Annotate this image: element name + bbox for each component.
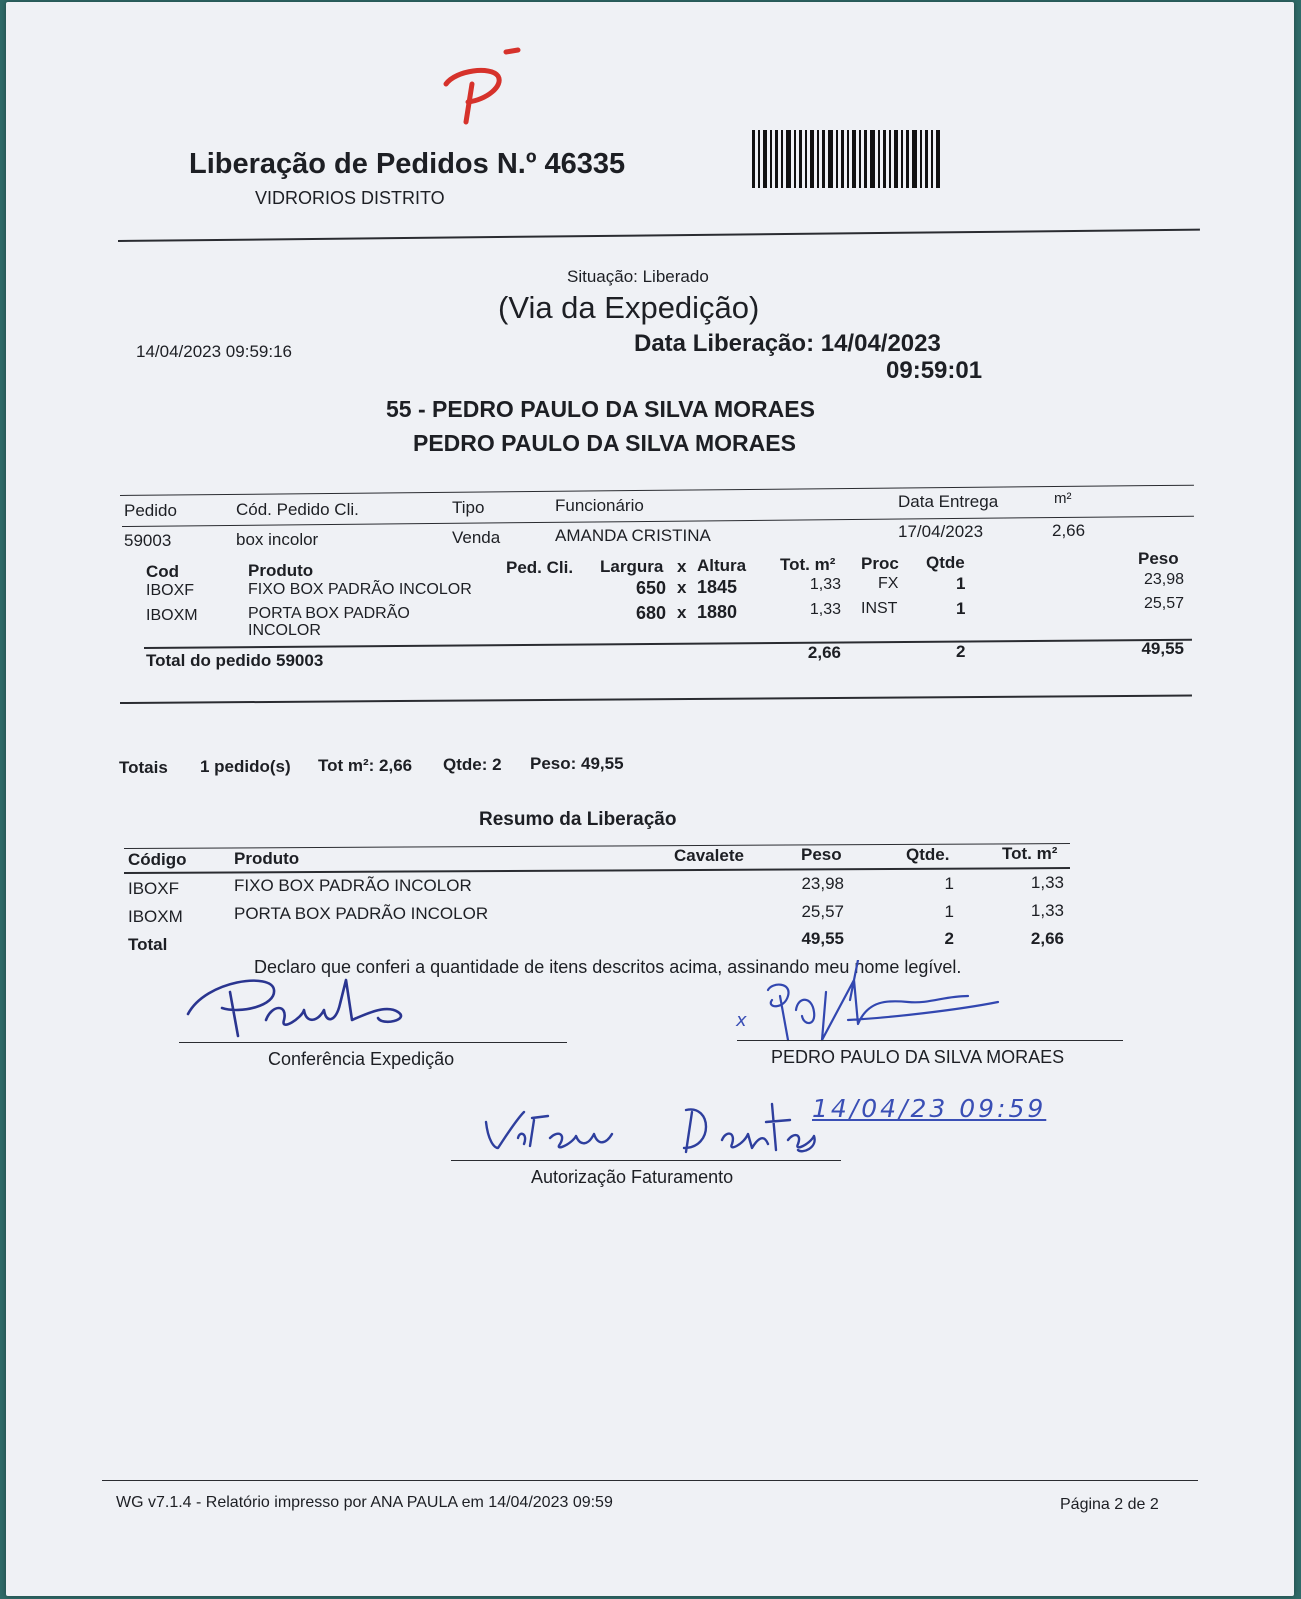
declaration-text: Declaro que conferi a quantidade de itens descritos acima, assinando meu nome legível. — [254, 957, 962, 977]
document-title: Liberação de Pedidos N.º 46335 — [189, 148, 626, 180]
totals-label: Totais — [119, 758, 168, 777]
item-largura: 680 — [635, 603, 666, 623]
item-produto: FIXO BOX PADRÃO INCOLOR — [248, 581, 472, 598]
item-proc: FX — [878, 575, 899, 592]
autorizacao-line — [451, 1160, 841, 1161]
summary-tot-m2: 1,33 — [1030, 901, 1064, 920]
item-header-altura: Altura — [697, 556, 747, 575]
item-altura: 1880 — [697, 602, 738, 622]
order-cod-cli: box incolor — [236, 530, 319, 549]
document-page — [6, 2, 1294, 1596]
summary-header-produto: Produto — [234, 849, 300, 868]
summary-header-qtde: Qtde. — [906, 845, 950, 864]
item-header-tot-m2: Tot. m² — [780, 555, 836, 574]
order-funcionario: AMANDA CRISTINA — [555, 526, 711, 545]
item-produto-line2: INCOLOR — [248, 622, 321, 639]
release-time: 09:59:01 — [886, 357, 983, 384]
item-header-qtde: Qtde — [926, 553, 965, 572]
item-header-ped-cli: Ped. Cli. — [506, 558, 574, 577]
item-peso: 23,98 — [1143, 571, 1184, 588]
order-total-label: Total do pedido 59003 — [146, 651, 324, 670]
autorizacao-signature — [472, 1094, 832, 1164]
barcode-graphic — [752, 130, 942, 188]
client-line — [737, 1040, 1123, 1041]
order-header-pedido: Pedido — [124, 501, 177, 520]
item-header-produto: Produto — [248, 561, 314, 580]
order-header-data-entrega: Data Entrega — [898, 492, 999, 511]
summary-total-peso: 49,55 — [801, 929, 844, 948]
summary-header-tot-m2: Tot. m² — [1002, 844, 1058, 863]
order-data-entrega: 17/04/2023 — [898, 522, 984, 541]
item-header-proc: Proc — [861, 554, 899, 573]
summary-produto: PORTA BOX PADRÃO INCOLOR — [234, 904, 489, 923]
company-name: VIDRORIOS DISTRITO — [255, 188, 445, 208]
item-x: x — [677, 578, 687, 597]
order-pedido: 59003 — [124, 531, 172, 550]
totals-peso: Peso: 49,55 — [530, 754, 624, 773]
stamp-mark-p — [436, 44, 536, 134]
item-header-largura: Largura — [600, 557, 664, 576]
summary-title: Resumo da Liberação — [479, 809, 677, 830]
conferencia-label: Conferência Expedição — [268, 1049, 455, 1069]
item-altura: 1845 — [697, 577, 738, 597]
summary-total-label: Total — [128, 935, 168, 954]
client-line-2: PEDRO PAULO DA SILVA MORAES — [413, 430, 796, 456]
item-qtde: 1 — [956, 599, 966, 618]
item-peso: 25,57 — [1143, 595, 1184, 612]
item-tot-m2: 1,33 — [809, 576, 841, 593]
footer-line — [102, 1480, 1198, 1481]
client-signature-x: x — [736, 1010, 747, 1031]
item-header-peso: Peso — [1138, 549, 1179, 568]
order-bottom-line — [120, 695, 1192, 704]
item-largura: 650 — [635, 578, 666, 598]
summary-codigo: IBOXM — [128, 907, 183, 926]
item-header-x: x — [677, 557, 687, 576]
item-cod: IBOXM — [146, 607, 198, 624]
order-m2: 2,66 — [1052, 521, 1086, 540]
totals-qtde: Qtde: 2 — [443, 755, 502, 774]
order-header-m2: m² — [1054, 490, 1072, 507]
item-header-cod: Cod — [146, 562, 180, 581]
summary-peso: 25,57 — [801, 902, 844, 921]
summary-codigo: IBOXF — [128, 879, 180, 898]
item-produto: PORTA BOX PADRÃO — [248, 605, 410, 622]
item-qtde: 1 — [956, 574, 966, 593]
summary-qtde: 1 — [944, 874, 954, 893]
summary-header-peso: Peso — [801, 845, 842, 864]
conferencia-signature — [176, 974, 476, 1044]
totals-pedidos: 1 pedido(s) — [200, 757, 291, 776]
barcode — [752, 130, 942, 188]
autorizacao-label: Autorização Faturamento — [531, 1167, 734, 1187]
footer-report-info: WG v7.1.4 - Relatório impresso por ANA PAULA em 14/04/2023 09:59 — [116, 1494, 613, 1511]
summary-header-cavalete: Cavalete — [674, 846, 744, 865]
print-datetime: 14/04/2023 09:59:16 — [136, 342, 292, 361]
item-x: x — [677, 603, 687, 622]
summary-tot-m2: 1,33 — [1030, 873, 1064, 892]
client-label: PEDRO PAULO DA SILVA MORAES — [771, 1047, 1065, 1067]
order-tipo: Venda — [452, 528, 501, 547]
item-cod: IBOXF — [146, 582, 195, 599]
summary-total-qtde: 2 — [944, 929, 954, 948]
release-date: Data Liberação: 14/04/2023 — [634, 330, 941, 357]
summary-peso: 23,98 — [801, 874, 844, 893]
order-total-m2: 2,66 — [807, 643, 841, 662]
order-top-line — [120, 485, 1194, 496]
order-header-tipo: Tipo — [452, 498, 485, 517]
header-divider — [118, 229, 1200, 242]
item-tot-m2: 1,33 — [809, 601, 841, 618]
page-number: Página 2 de 2 — [1060, 1496, 1159, 1513]
order-header-cod-cli: Cód. Pedido Cli. — [236, 500, 359, 519]
order-total-line — [144, 639, 1192, 649]
summary-total-tot-m2: 2,66 — [1030, 929, 1064, 948]
client-line-1: 55 - PEDRO PAULO DA SILVA MORAES — [386, 396, 815, 422]
order-header-funcionario: Funcionário — [555, 496, 644, 515]
order-total-qtde: 2 — [956, 642, 966, 661]
status-text: Situação: Liberado — [567, 267, 709, 286]
via-title: (Via da Expedição) — [498, 290, 760, 325]
item-proc: INST — [861, 600, 898, 617]
summary-produto: FIXO BOX PADRÃO INCOLOR — [234, 876, 472, 895]
client-date-handwritten: 14/04/23 09:59 — [812, 1094, 1047, 1123]
totals-m2: Tot m²: 2,66 — [318, 756, 413, 775]
conferencia-line — [179, 1042, 567, 1043]
summary-header-codigo: Código — [128, 850, 187, 869]
order-total-peso: 49,55 — [1141, 639, 1184, 658]
summary-qtde: 1 — [944, 902, 954, 921]
